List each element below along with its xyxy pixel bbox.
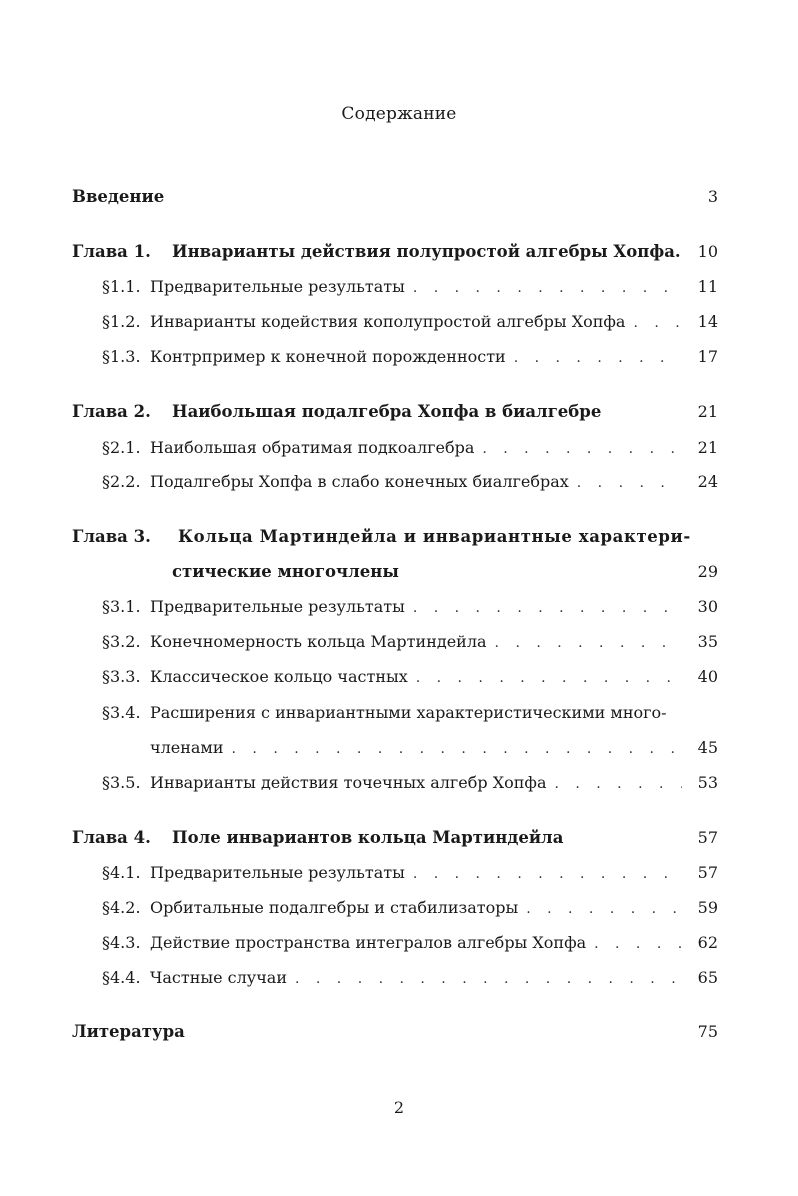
section-title-line-1: Расширения с инвариантными характеристическими много- — [150, 703, 667, 722]
section-title: Частные случаи — [150, 968, 287, 987]
section-number: §4.1. — [102, 863, 141, 882]
section-number: §2.2. — [102, 472, 141, 491]
toc-entry-page: 3 — [707, 187, 718, 206]
leader-dots — [526, 899, 682, 919]
toc-entry-title: Литература — [72, 1022, 185, 1041]
toc-section-3-2[interactable] — [102, 632, 718, 653]
section-number: §3.4. — [102, 703, 141, 722]
toc-section-1-1[interactable] — [102, 277, 718, 298]
toc-section-2-2[interactable] — [102, 472, 718, 493]
leader-dots — [416, 668, 682, 688]
section-page: 57 — [697, 863, 718, 882]
page-number: 2 — [393, 1098, 405, 1117]
toc-section-2-1[interactable] — [102, 438, 718, 459]
chapter-number: Глава 1. — [72, 242, 151, 261]
section-title: Действие пространства интегралов алгебры Хопфа — [150, 933, 587, 952]
section-title: Предварительные результаты — [150, 277, 405, 296]
leader-dots — [594, 934, 682, 954]
section-title: Конечномерность кольца Мартиндейла — [150, 632, 487, 651]
chapter-page: 10 — [697, 242, 718, 261]
chapter-number: Глава 4. — [72, 828, 151, 847]
section-title: Инварианты действия точечных алгебр Хопфа — [150, 773, 547, 792]
toc-section-4-4[interactable] — [102, 968, 718, 989]
section-title-line-2: членами — [150, 738, 224, 757]
section-number: §4.3. — [102, 933, 141, 952]
leader-dots — [295, 969, 682, 989]
section-title: Предварительные результаты — [150, 863, 405, 882]
toc-entry-title: Введение — [72, 187, 165, 206]
leader-dots — [633, 313, 682, 333]
section-number: §3.5. — [102, 773, 141, 792]
toc-entry-bibliography[interactable] — [72, 1022, 718, 1042]
section-page: 35 — [697, 632, 718, 651]
toc-section-3-4[interactable] — [102, 703, 718, 723]
chapter-title: Инварианты действия полупростой алгебры Хопфа. — [172, 242, 681, 261]
section-page: 40 — [697, 667, 718, 686]
leader-dots — [495, 633, 682, 653]
leader-dots — [554, 774, 682, 794]
chapter-number: Глава 2. — [72, 402, 151, 421]
chapter-title-line-2: стические многочлены — [172, 562, 399, 581]
section-page: 11 — [697, 277, 718, 296]
toc-chapter-2[interactable] — [72, 402, 718, 422]
leader-dots — [482, 439, 682, 459]
section-page: 59 — [697, 898, 718, 917]
toc-section-1-3[interactable] — [102, 347, 718, 368]
chapter-page: 29 — [697, 562, 718, 581]
leader-dots — [514, 348, 682, 368]
toc-section-4-3[interactable] — [102, 933, 718, 954]
section-page: 53 — [697, 773, 718, 792]
section-title: Орбитальные подалгебры и стабилизаторы — [150, 898, 519, 917]
toc-chapter-1[interactable] — [72, 242, 718, 262]
section-page: 14 — [697, 312, 718, 331]
section-number: §2.1. — [102, 438, 141, 457]
section-number: §4.4. — [102, 968, 141, 987]
section-title: Контрпример к конечной порожденности — [150, 347, 506, 366]
section-page: 65 — [697, 968, 718, 987]
section-page: 21 — [697, 438, 718, 457]
leader-dots — [413, 278, 682, 298]
toc-entry-intro[interactable] — [72, 187, 718, 207]
section-title: Подалгебры Хопфа в слабо конечных биалгебрах — [150, 472, 569, 491]
toc-section-4-1[interactable] — [102, 863, 718, 884]
section-number: §3.3. — [102, 667, 141, 686]
toc-chapter-4[interactable] — [72, 828, 718, 848]
toc-chapter-3[interactable] — [72, 527, 718, 547]
toc-section-3-1[interactable] — [102, 597, 718, 618]
toc-section-4-2[interactable] — [102, 898, 718, 919]
chapter-title: Поле инвариантов кольца Мартиндейла — [172, 828, 564, 847]
section-page: 45 — [697, 738, 718, 757]
toc-entry-page: 75 — [697, 1022, 718, 1041]
section-title: Наибольшая обратимая подкоалгебра — [150, 438, 475, 457]
toc-chapter-3-continuation[interactable] — [172, 562, 718, 582]
leader-dots — [413, 598, 682, 618]
section-number: §1.3. — [102, 347, 141, 366]
leader-dots — [232, 739, 682, 759]
page-title: Содержание — [341, 104, 457, 124]
section-number: §3.2. — [102, 632, 141, 651]
toc-section-3-4-continuation[interactable] — [150, 738, 718, 759]
section-number: §1.2. — [102, 312, 141, 331]
section-title: Классическое кольцо частных — [150, 667, 408, 686]
section-number: §4.2. — [102, 898, 141, 917]
chapter-page: 57 — [697, 828, 718, 847]
section-page: 62 — [697, 933, 718, 952]
toc-section-1-2[interactable] — [102, 312, 718, 333]
chapter-title-line-1: Кольца Мартиндейла и инвариантные характери- — [178, 527, 691, 546]
chapter-title: Наибольшая подалгебра Хопфа в биалгебре — [172, 402, 602, 421]
chapter-page: 21 — [697, 402, 718, 421]
section-number: §1.1. — [102, 277, 141, 296]
toc-section-3-3[interactable] — [102, 667, 718, 688]
section-title: Инварианты кодействия кополупростой алгебры Хопфа — [150, 312, 626, 331]
leader-dots — [413, 864, 682, 884]
section-page: 30 — [697, 597, 718, 616]
section-page: 24 — [697, 472, 718, 491]
leader-dots — [577, 473, 682, 493]
section-title: Предварительные результаты — [150, 597, 405, 616]
section-page: 17 — [697, 347, 718, 366]
section-number: §3.1. — [102, 597, 141, 616]
chapter-number: Глава 3. — [72, 527, 151, 546]
toc-section-3-5[interactable] — [102, 773, 718, 794]
